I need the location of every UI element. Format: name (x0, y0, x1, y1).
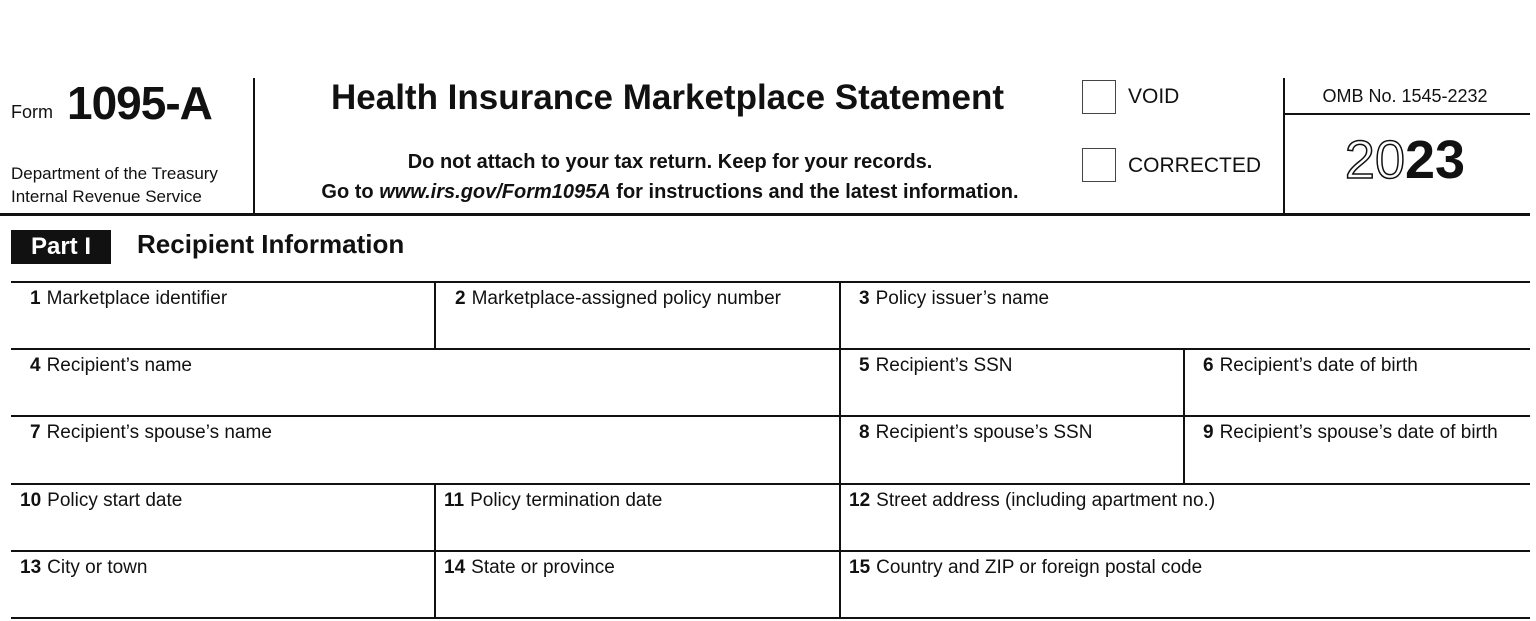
field-number: 6 (1203, 355, 1214, 376)
tax-year-solid: 23 (1405, 130, 1466, 190)
field-label (455, 288, 781, 310)
grid-bottom-rule (11, 617, 1530, 619)
form-word: Form (11, 102, 53, 122)
field-label (859, 355, 1013, 377)
field-number: 12 (849, 490, 871, 511)
field-label (30, 422, 272, 444)
field-number: 2 (455, 288, 466, 309)
field-text: City or town (47, 557, 148, 578)
field-label (444, 557, 615, 579)
instructions-suffix: for instructions and the latest information. (610, 181, 1019, 203)
instructions-url: www.irs.gov/Form1095A (379, 181, 611, 203)
field-text: Policy issuer’s name (875, 288, 1050, 309)
field-text: Street address (including apartment no.) (876, 490, 1216, 511)
void-label: VOID (1128, 85, 1180, 108)
field-number: 1 (30, 288, 41, 309)
field-text: Recipient’s spouse’s SSN (875, 422, 1093, 443)
omb-number: OMB No. 1545-2232 (1322, 86, 1488, 106)
field-number: 13 (20, 557, 42, 578)
field-text: Recipient’s date of birth (1219, 355, 1418, 376)
field-number: 9 (1203, 422, 1214, 443)
field-text: Country and ZIP or foreign postal code (876, 557, 1203, 578)
part-badge: Part I (11, 230, 111, 264)
field-number: 4 (30, 355, 41, 376)
void-checkbox[interactable] (1082, 80, 1116, 114)
field-number: 3 (859, 288, 870, 309)
header-rule (0, 213, 1530, 216)
field-label (444, 490, 662, 512)
field-number: 15 (849, 557, 871, 578)
field-label (20, 490, 182, 512)
field-text: Marketplace-assigned policy number (471, 288, 782, 309)
field-text: Policy termination date (470, 490, 663, 511)
instructions-line (255, 181, 1085, 204)
field-number: 11 (444, 490, 465, 511)
field-label (20, 557, 147, 579)
corrected-checkbox[interactable] (1082, 148, 1116, 182)
field-text: Recipient’s SSN (875, 355, 1013, 376)
field-label (1203, 422, 1498, 444)
department-line-2: Internal Revenue Service (11, 187, 202, 206)
omb-rule (1284, 113, 1530, 115)
field-label (30, 355, 192, 377)
field-text: Recipient’s spouse’s name (46, 422, 272, 443)
corrected-label: CORRECTED (1128, 154, 1262, 177)
part-title: Recipient Information (137, 229, 405, 259)
field-number: 7 (30, 422, 41, 443)
tax-year-outline: 20 (1344, 130, 1405, 190)
instructions-prefix: Go to (321, 181, 380, 203)
field-text: Recipient’s spouse’s date of birth (1219, 422, 1498, 443)
field-number: 8 (859, 422, 870, 443)
field-label (30, 288, 227, 310)
department-line-1: Department of the Treasury (11, 164, 218, 183)
field-text: Marketplace identifier (46, 288, 228, 309)
field-label (859, 288, 1049, 310)
form-title: Health Insurance Marketplace Statement (330, 78, 1004, 117)
field-text: State or province (471, 557, 615, 578)
field-number: 14 (444, 557, 466, 578)
form-number: 1095-A (67, 77, 212, 129)
field-label (849, 490, 1215, 512)
field-label (849, 557, 1202, 579)
field-label (859, 422, 1092, 444)
tax-year (1285, 130, 1525, 190)
field-number: 5 (859, 355, 870, 376)
field-label (1203, 355, 1418, 377)
field-text: Recipient’s name (46, 355, 192, 376)
field-text: Policy start date (47, 490, 183, 511)
form-note: Do not attach to your tax return. Keep for your records. (407, 151, 933, 173)
field-number: 10 (20, 490, 42, 511)
